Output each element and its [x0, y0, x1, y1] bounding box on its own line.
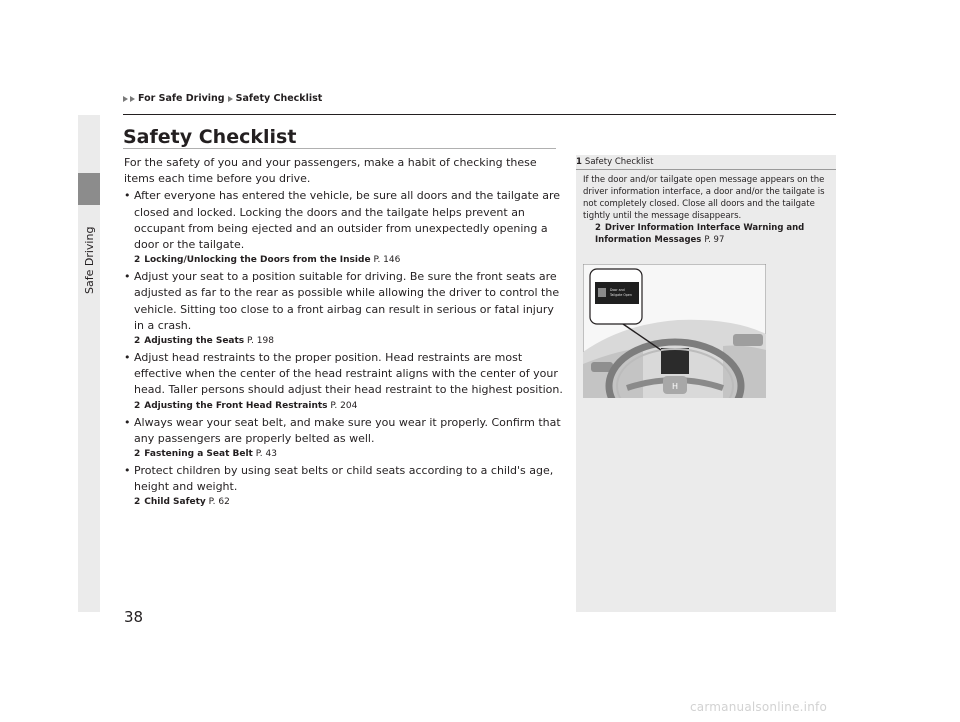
cross-reference[interactable] [124, 400, 564, 413]
header-rule [123, 114, 836, 115]
xref-arrow-icon: 2 [134, 255, 141, 266]
watermark: carmanualsonline.info [690, 700, 827, 714]
checklist-item: • After everyone has entered the vehicle, be sure all doors and the tailgate are closed and locked. Locking the doors and the tailgate helps prevent an occupant from being ejected and an outsider from unexpectedly opening a door or the tailgate. [124, 188, 564, 253]
title-rule [123, 148, 556, 149]
sidebar-rule [576, 169, 836, 170]
cross-reference[interactable] [124, 496, 564, 509]
breadcrumb [123, 93, 322, 104]
breadcrumb-arrow-icon [130, 96, 135, 102]
xref-title[interactable]: Child Safety [144, 497, 206, 508]
xref-title[interactable]: Locking/Unlocking the Doors from the Inside [144, 255, 371, 266]
cross-reference[interactable] [124, 254, 564, 267]
breadcrumb-arrow-icon [228, 96, 233, 102]
xref-arrow-icon: 2 [134, 336, 141, 347]
sidebar-paragraph: If the door and/or tailgate open message appears on the driver information interface, a door and/or the tailgate is not completely closed. Close all doors and the tailgate tightly until the message disappears. [583, 175, 825, 221]
side-tab-label-text: Safe Driving [83, 226, 96, 294]
xref-arrow-icon: 2 [134, 400, 141, 411]
cross-reference[interactable] [124, 335, 564, 348]
side-tab-marker [78, 173, 100, 205]
xref-page: P. 198 [247, 336, 274, 347]
sidebar-heading-text: Safety Checklist [584, 157, 654, 167]
xref-page: P. 62 [208, 497, 230, 508]
breadcrumb-item[interactable]: For Safe Driving [138, 93, 225, 104]
xref-arrow-icon: 2 [134, 497, 141, 508]
xref-title[interactable]: Adjusting the Front Head Restraints [144, 400, 328, 411]
sidebar-heading-number: 1 [576, 157, 582, 167]
checklist-item: • Protect children by using seat belts or child seats according to a child's age, height and weight. [124, 463, 564, 495]
xref-arrow-icon: 2 [595, 223, 601, 233]
sidebar-body [583, 174, 827, 246]
xref-arrow-icon: 2 [134, 449, 141, 460]
xref-title[interactable]: Adjusting the Seats [144, 336, 245, 347]
xref-page: P. 43 [255, 449, 277, 460]
xref-page: P. 97 [704, 235, 725, 245]
page-title: Safety Checklist [123, 126, 297, 148]
checklist-item: • Always wear your seat belt, and make sure you wear it properly. Confirm that any passengers are properly belted as well. [124, 415, 564, 447]
xref-title[interactable]: Fastening a Seat Belt [144, 449, 253, 460]
sidebar-cross-reference[interactable] [583, 222, 827, 246]
figure-message-line1: Door and [610, 288, 625, 292]
side-tab-label [69, 208, 109, 298]
figure-message-line2: Tailgate Open [610, 293, 632, 297]
dashboard-illustration [583, 264, 766, 398]
xref-title[interactable]: Driver Information Interface Warning and Information Messages [595, 223, 805, 245]
main-content [124, 155, 564, 511]
xref-page: P. 146 [373, 255, 401, 266]
breadcrumb-arrow-icon [123, 96, 128, 102]
checklist-item: • Adjust your seat to a position suitable for driving. Be sure the front seats are adjusted as far to the rear as possible while allowing the driver to control the vehicle. Sitting too close to a front airbag can result in serious or fatal injury in a crash. [124, 269, 564, 334]
intro-paragraph: For the safety of you and your passengers, make a habit of checking these items each time before you drive. [124, 156, 537, 186]
xref-page: P. 204 [330, 400, 358, 411]
breadcrumb-item[interactable]: Safety Checklist [235, 93, 323, 104]
svg-text:H: H [671, 382, 679, 391]
cross-reference[interactable] [124, 448, 564, 461]
page-number: 38 [124, 608, 144, 626]
checklist-item: • Adjust head restraints to the proper position. Head restraints are most effective when the center of the head restraint aligns with the center of your head. Taller persons should adjust their head restraint to the highest position. [124, 350, 564, 399]
sidebar-heading [576, 157, 653, 167]
